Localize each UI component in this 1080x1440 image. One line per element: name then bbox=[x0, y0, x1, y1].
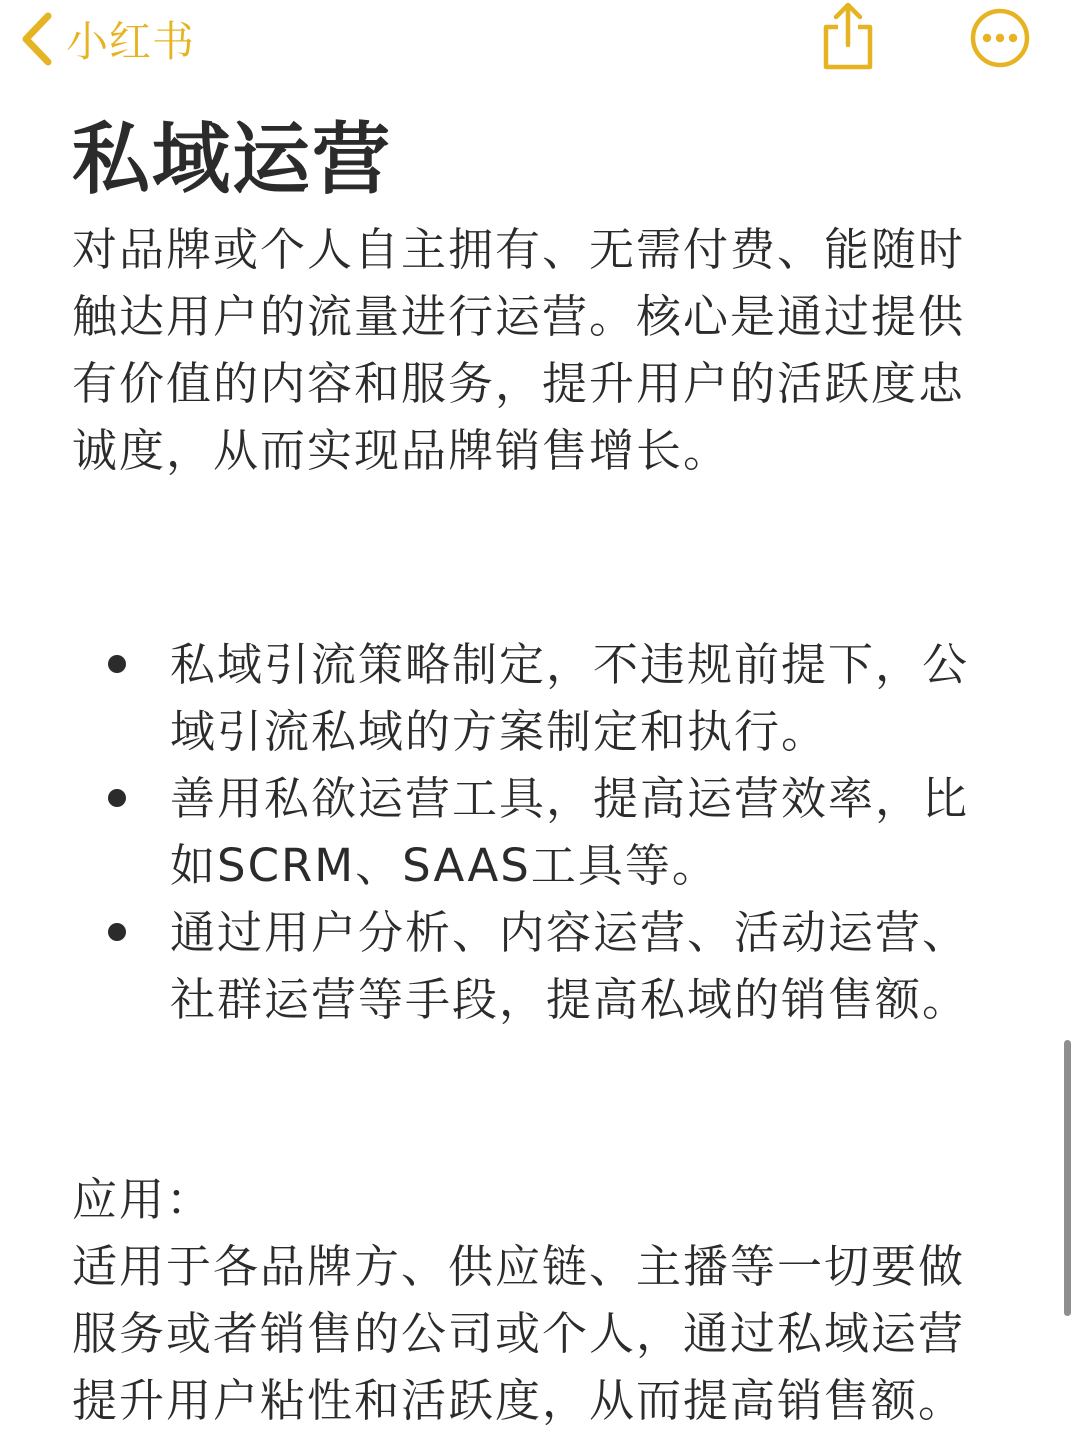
more-options-button[interactable] bbox=[968, 8, 1032, 72]
bullet-list bbox=[72, 631, 992, 1033]
back-label: 小红书 bbox=[66, 17, 196, 66]
note-title: 私域运营 bbox=[72, 115, 393, 205]
intro-paragraph: 对品牌或个人自主拥有、无需付费、能随时触达用户的流量进行运营。核心是通过提供有价值的内容和服务，提升用户的活跃度忠诚度，从而实现品牌销售增长。 bbox=[72, 223, 966, 477]
navigation-bar bbox=[0, 0, 1080, 90]
share-icon bbox=[818, 1, 878, 75]
list-item bbox=[72, 631, 992, 765]
list-item bbox=[72, 899, 992, 1033]
chevron-left-icon bbox=[18, 12, 54, 66]
list-item-text: 善用私欲运营工具，提高运营效率，比如SCRM、SAAS工具等。 bbox=[170, 772, 970, 892]
share-button[interactable] bbox=[816, 2, 880, 74]
list-item-text: 私域引流策略制定，不违规前提下，公域引流私域的方案制定和执行。 bbox=[170, 638, 970, 758]
list-item bbox=[72, 765, 992, 899]
bullet-dot bbox=[108, 789, 126, 807]
note-content bbox=[72, 110, 992, 1434]
scrollbar[interactable] bbox=[1064, 1040, 1071, 1316]
ellipsis-circle-icon bbox=[969, 7, 1031, 73]
back-button[interactable] bbox=[18, 6, 195, 72]
application-paragraph: 适用于各品牌方、供应链、主播等一切要做服务或者销售的公司或个人，通过私域运营提升用户粘性和活跃度，从而提高销售额。 bbox=[72, 1240, 966, 1427]
bullet-dot bbox=[108, 655, 126, 673]
bullet-dot bbox=[108, 923, 126, 941]
list-item-text: 通过用户分析、内容运营、活动运营、社群运营等手段，提高私域的销售额。 bbox=[170, 906, 970, 1026]
application-label: 应用： bbox=[72, 1173, 214, 1226]
